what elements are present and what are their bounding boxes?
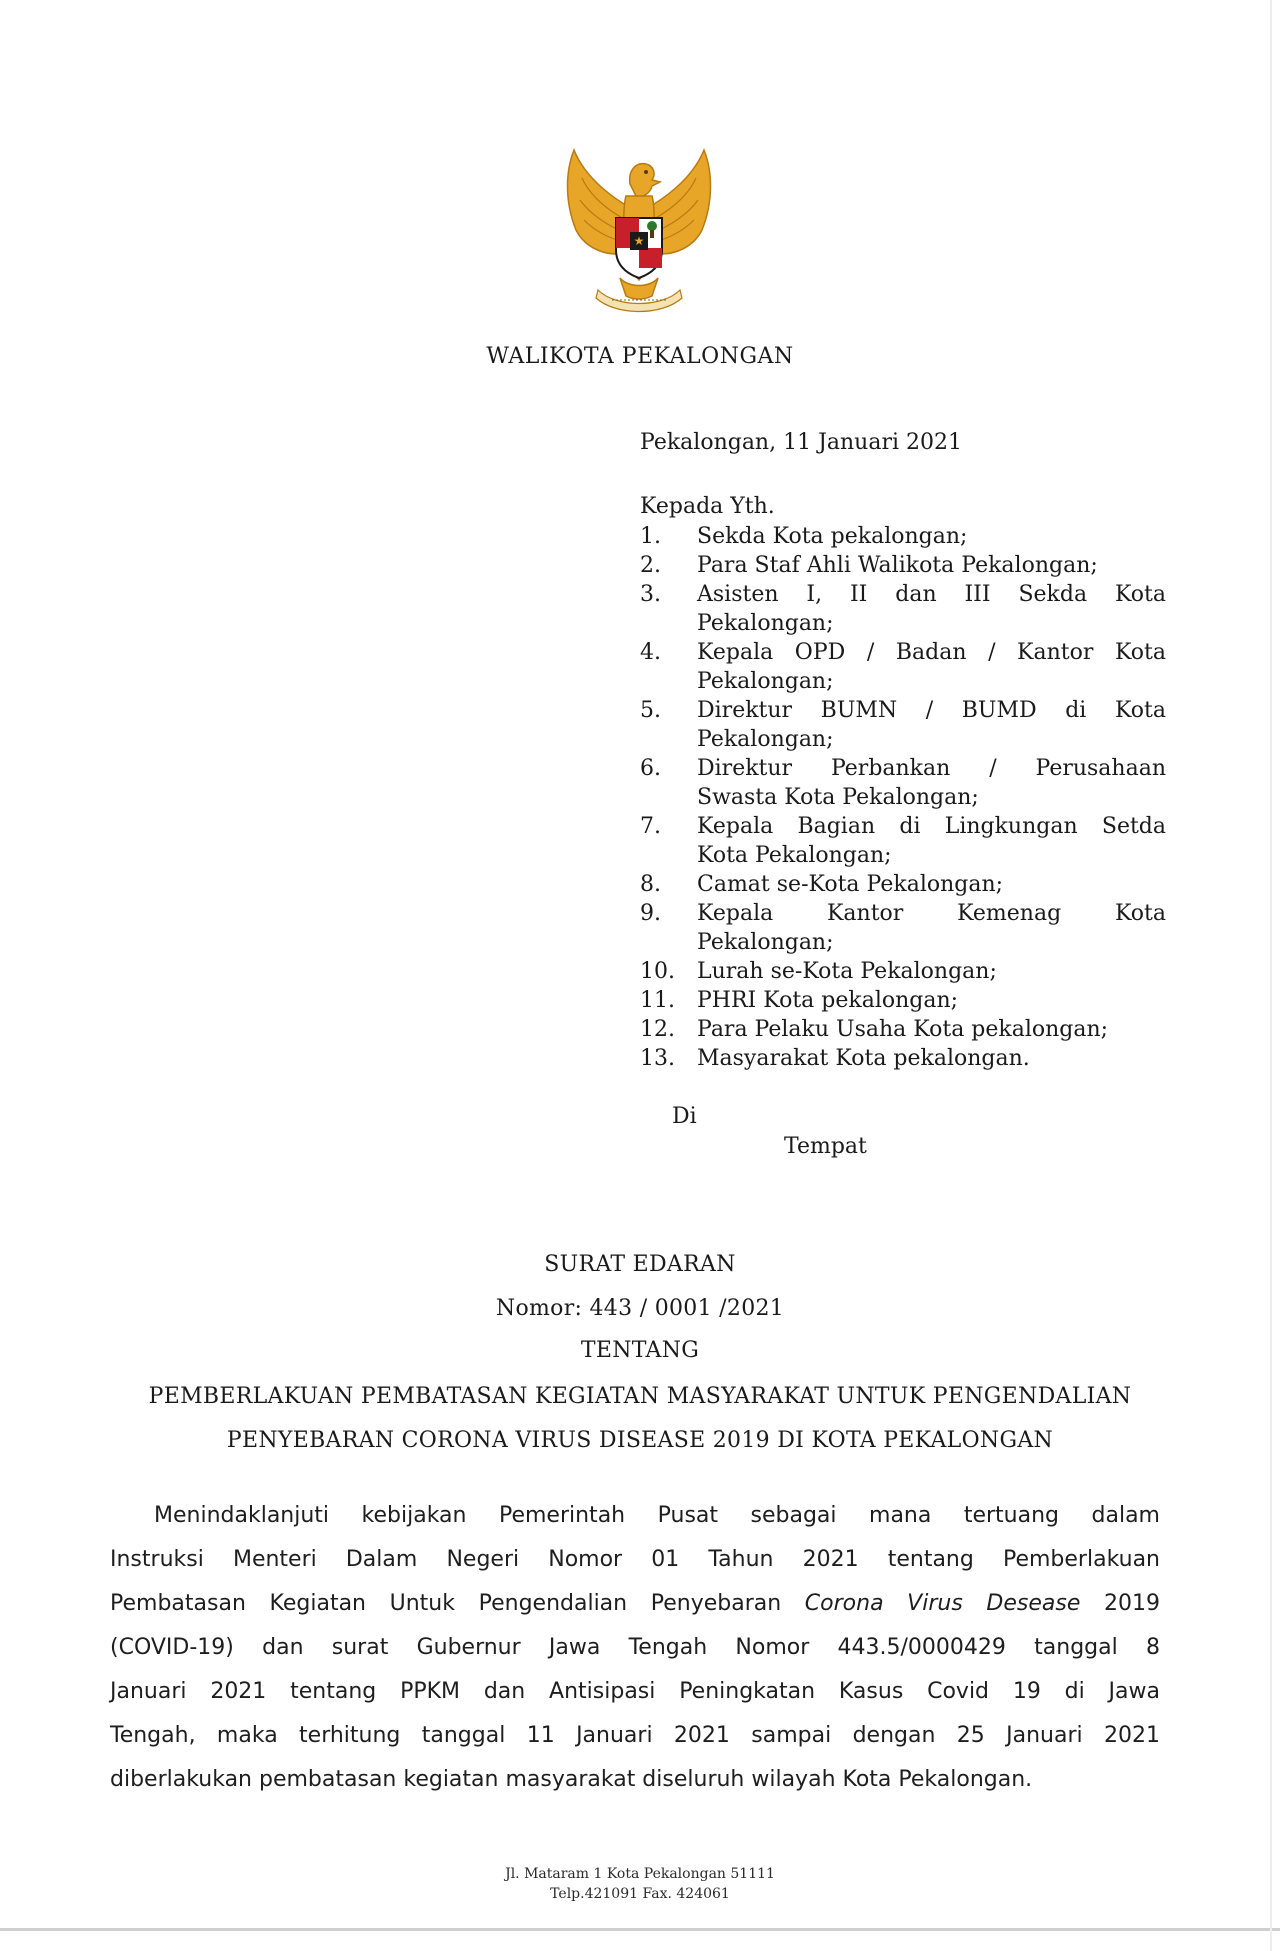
recipient-item <box>640 870 1166 899</box>
circular-subject-line: PENYEBARAN CORONA VIRUS DISEASE 2019 DI KOTA PEKALONGAN <box>226 1428 1054 1453</box>
recipient-number: 7. <box>640 814 661 839</box>
recipient-item <box>640 1015 1166 1044</box>
letter-date: Pekalongan, 11 Januari 2021 <box>640 430 962 455</box>
recipient-text-line: Pekalongan; <box>697 930 834 955</box>
recipient-text <box>697 696 1166 754</box>
recipient-text-line: Kepala Bagian di Lingkungan Setda <box>697 814 1166 839</box>
recipient-number: 4. <box>640 640 661 665</box>
circular-subject-line: PEMBERLAKUAN PEMBATASAN KEGIATAN MASYARAKAT UNTUK PENGENDALIAN <box>148 1384 1132 1409</box>
garuda-emblem-icon <box>556 140 722 318</box>
body-text: 2019 <box>1080 1591 1160 1616</box>
recipient-text-line: Direktur BUMN / BUMD di Kota <box>697 698 1166 723</box>
recipient-text-line: Kota Pekalongan; <box>697 843 892 868</box>
addressee-di: Di <box>672 1104 697 1129</box>
recipient-text: Para Pelaku Usaha Kota pekalongan; <box>697 1017 1109 1042</box>
circular-about-heading: TENTANG <box>580 1338 700 1363</box>
body-line: Januari 2021 tentang PPKM dan Antisipasi Peningkatan Kasus Covid 19 di Jawa <box>110 1679 1160 1704</box>
svg-text:★: ★ <box>633 234 645 248</box>
recipient-item <box>640 812 1166 870</box>
body-line: Tengah, maka terhitung tanggal 11 Januari 2021 sampai dengan 25 Januari 2021 <box>110 1723 1160 1748</box>
page-bottom-divider <box>0 1928 1280 1931</box>
recipient-number: 10. <box>640 959 675 984</box>
recipient-item <box>640 551 1166 580</box>
body-line: (COVID-19) dan surat Gubernur Jawa Tengah Nomor 443.5/0000429 tanggal 8 <box>110 1635 1160 1660</box>
recipient-item <box>640 754 1166 812</box>
recipient-text-line: Pekalongan; <box>697 611 834 636</box>
recipient-text-line: Pekalongan; <box>697 669 834 694</box>
recipient-text <box>697 580 1166 638</box>
page-side-edge <box>1270 0 1272 1951</box>
recipient-number: 9. <box>640 901 661 926</box>
recipient-text: PHRI Kota pekalongan; <box>697 988 959 1013</box>
recipient-number: 3. <box>640 582 661 607</box>
addressee-tempat: Tempat <box>784 1134 867 1159</box>
recipient-list <box>640 522 1166 1073</box>
recipient-number: 8. <box>640 872 661 897</box>
recipient-item <box>640 638 1166 696</box>
body-line: diberlakukan pembatasan kegiatan masyarakat diseluruh wilayah Kota Pekalongan. <box>110 1767 1033 1792</box>
recipient-item <box>640 696 1166 754</box>
circular-number: Nomor: 443 / 0001 /2021 <box>495 1296 785 1321</box>
body-italic-text: Corona Virus Desease <box>804 1591 1081 1616</box>
recipient-item <box>640 957 1166 986</box>
body-line: Instruksi Menteri Dalam Negeri Nomor 01 Tahun 2021 tentang Pemberlakuan <box>110 1547 1160 1572</box>
recipient-number: 6. <box>640 756 661 781</box>
addressee-block <box>640 492 1166 1073</box>
recipient-text: Para Staf Ahli Walikota Pekalongan; <box>697 553 1098 578</box>
recipient-number: 13. <box>640 1046 675 1071</box>
addressee-heading: Kepada Yth. <box>640 494 775 519</box>
recipient-number: 2. <box>640 553 661 578</box>
body-line <box>110 1582 1160 1626</box>
recipient-text-line: Swasta Kota Pekalongan; <box>697 785 979 810</box>
recipient-text <box>697 638 1166 696</box>
recipient-number: 1. <box>640 524 661 549</box>
body-line: Menindaklanjuti kebijakan Pemerintah Pusat sebagai mana tertuang dalam <box>154 1503 1160 1528</box>
recipient-text <box>697 812 1166 870</box>
recipient-text: Lurah se-Kota Pekalongan; <box>697 959 997 984</box>
garuda-emblem-logo <box>556 140 722 318</box>
recipient-item <box>640 1044 1166 1073</box>
recipient-item <box>640 899 1166 957</box>
recipient-text-line: Kepala OPD / Badan / Kantor Kota <box>697 640 1166 665</box>
recipient-text: Masyarakat Kota pekalongan. <box>697 1046 1030 1071</box>
recipient-text-line: Kepala Kantor Kemenag Kota <box>697 901 1166 926</box>
body-paragraph <box>110 1494 1160 1802</box>
recipient-text-line: Direktur Perbankan / Perusahaan <box>697 756 1166 781</box>
recipient-text: Sekda Kota pekalongan; <box>697 524 968 549</box>
body-text: Pembatasan Kegiatan Untuk Pengendalian Penyebaran <box>110 1591 805 1616</box>
footer-address-block <box>0 1864 1280 1904</box>
recipient-text-line: Pekalongan; <box>697 727 834 752</box>
recipient-number: 5. <box>640 698 661 723</box>
footer-address: Jl. Mataram 1 Kota Pekalongan 51111 <box>505 1866 775 1882</box>
letterhead-title: WALIKOTA PEKALONGAN <box>486 344 794 369</box>
circular-title: SURAT EDARAN <box>544 1252 736 1277</box>
recipient-item <box>640 522 1166 551</box>
footer-phone: Telp.421091 Fax. 424061 <box>550 1886 730 1902</box>
recipient-text-line: Asisten I, II dan III Sekda Kota <box>697 582 1166 607</box>
recipient-item <box>640 580 1166 638</box>
recipient-number: 11. <box>640 988 675 1013</box>
recipient-text <box>697 899 1166 957</box>
recipient-text: Camat se-Kota Pekalongan; <box>697 872 1004 897</box>
recipient-item <box>640 986 1166 1015</box>
recipient-number: 12. <box>640 1017 675 1042</box>
recipient-text <box>697 754 1166 812</box>
